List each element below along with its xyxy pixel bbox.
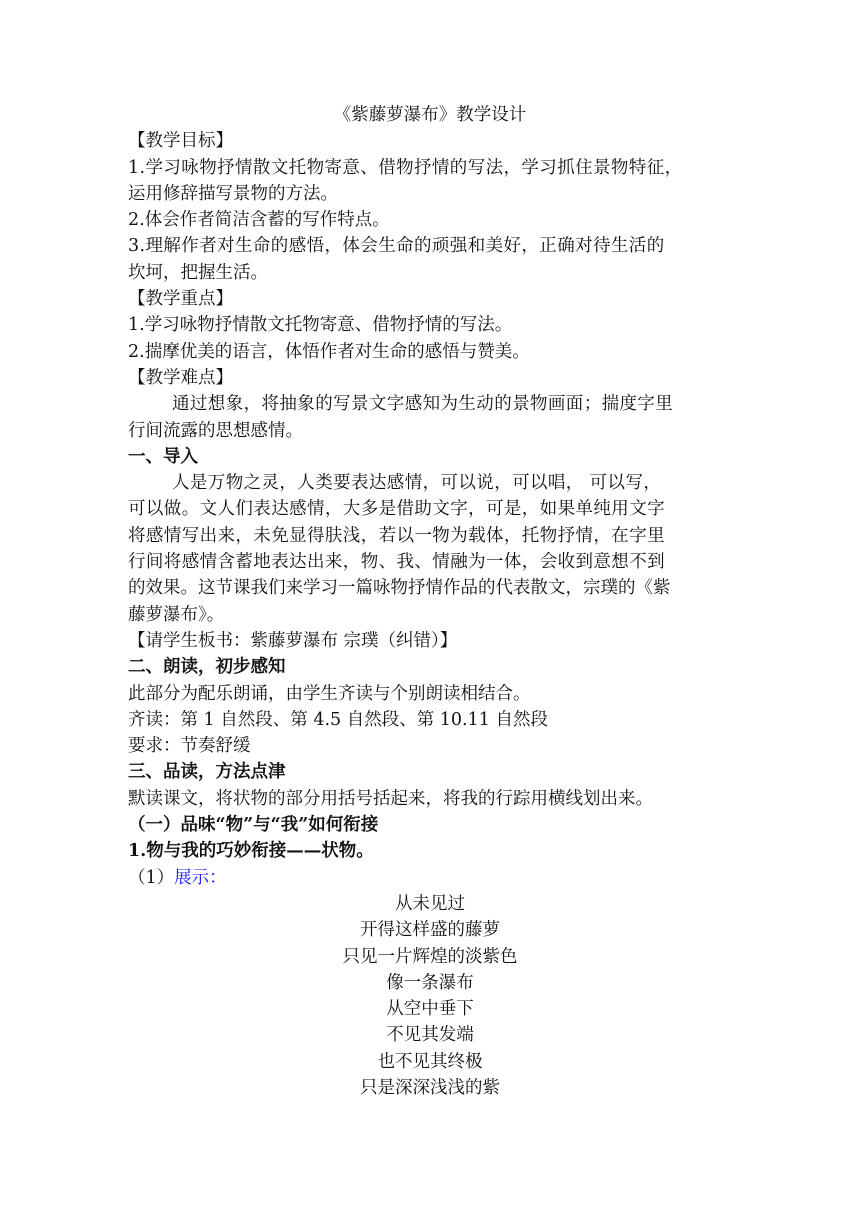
intro-paragraph-line-6: 藤萝瀑布》。 [128, 604, 225, 625]
difficulty-line-2: 行间流露的思想感情。 [128, 420, 303, 441]
reading-group: 齐读：第 1 自然段、第 4.5 自然段、第 10.11 自然段 [128, 709, 548, 730]
reading-description: 此部分为配乐朗诵，由学生齐读与个别朗读相结合。 [128, 683, 531, 704]
intro-paragraph-line-5: 的效果。这节课我们来学习一篇咏物抒情作品的代表散文，宗璞的《紫 [128, 578, 671, 599]
subsection-heading-1: （一）品味“物”与“我”如何衔接 [128, 815, 379, 836]
poem-line-2: 开得这样盛的藤萝 [360, 920, 500, 941]
key-point-2: 2.揣摩优美的语言，体悟作者对生命的感悟与赞美。 [128, 341, 530, 362]
section-heading-analysis: 三、品读，方法点津 [128, 762, 286, 783]
reading-requirement: 要求：节奏舒缓 [128, 736, 251, 757]
objective-1-line-1: 1.学习咏物抒情散文托物寄意、借物抒情的写法，学习抓住景物特征， [128, 157, 683, 178]
objective-1-line-2: 运用修辞描写景物的方法。 [128, 183, 338, 204]
intro-paragraph-line-3: 将感情写出来，未免显得肤浅，若以一物为载体，托物抒情，在字里 [128, 525, 665, 546]
intro-paragraph-line-2: 可以做。文人们表达感情，大多是借助文字，可是，如果单纯用文字 [128, 499, 665, 520]
subsection-item-1: 1.物与我的巧妙衔接——状物。 [128, 841, 374, 862]
poem-line-3: 只见一片辉煌的淡紫色 [342, 946, 518, 967]
poem-line-5: 从空中垂下 [386, 999, 474, 1020]
display-label: 展示： [174, 867, 227, 888]
poem-line-7: 也不见其终极 [377, 1051, 483, 1072]
section-heading-objectives: 【教学目标】 [128, 131, 233, 152]
document-body [128, 102, 732, 1101]
blackboard-note: 【请学生板书：紫藤萝瀑布 宗璞（纠错）】 [128, 630, 458, 651]
intro-paragraph-line-4: 行间将感情含蓄地表达出来，物、我、情融为一体，会收到意想不到 [128, 552, 665, 573]
display-line [128, 865, 732, 891]
key-point-1: 1.学习咏物抒情散文托物寄意、借物抒情的写法。 [128, 315, 513, 336]
poem-line-4: 像一条瀑布 [386, 972, 474, 993]
section-heading-key-points: 【教学重点】 [128, 289, 233, 310]
intro-paragraph-line-1: 人是万物之灵，人类要表达感情，可以说，可以唱， 可以写， [172, 473, 662, 494]
document-title: 《紫藤萝瀑布》教学设计 [333, 105, 527, 125]
objective-2: 2.体会作者简洁含蓄的写作特点。 [128, 210, 390, 231]
objective-3-line-2: 坎坷，把握生活。 [128, 262, 268, 283]
poem-line-8: 只是深深浅浅的紫 [360, 1077, 500, 1098]
poem-line-6: 不见其发端 [386, 1025, 474, 1046]
analysis-instruction: 默读课文，将状物的部分用括号括起来，将我的行踪用横线划出来。 [128, 788, 653, 809]
objective-3-line-1: 3.理解作者对生命的感悟，体会生命的顽强和美好，正确对待生活的 [128, 236, 665, 257]
poem-line-1: 从未见过 [395, 893, 465, 914]
difficulty-line-1: 通过想象，将抽象的写景文字感知为生动的景物画面；揣度字里 [172, 394, 674, 415]
section-heading-difficulties: 【教学难点】 [128, 367, 233, 388]
display-number: （1） [128, 867, 175, 888]
section-heading-introduction: 一、导入 [128, 446, 198, 467]
section-heading-reading: 二、朗读，初步感知 [128, 657, 286, 678]
